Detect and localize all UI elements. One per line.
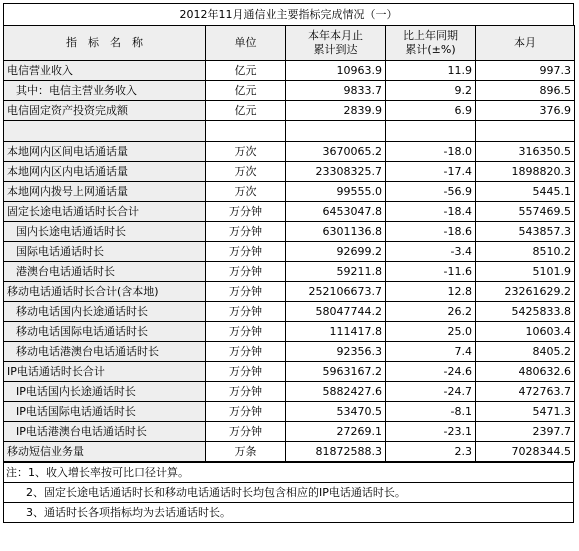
note-1: 注：1、收入增长率按可比口径计算。 bbox=[4, 463, 574, 483]
header-cumulative: 本年本月止 累计到达 bbox=[286, 26, 386, 61]
header-row bbox=[4, 26, 575, 61]
row-unit: 万分钟 bbox=[206, 302, 286, 322]
row-cumulative: 252106673.7 bbox=[286, 282, 386, 302]
row-yoy: -17.4 bbox=[386, 162, 476, 182]
row-unit: 万分钟 bbox=[206, 382, 286, 402]
row-indicator-name: 电信营业收入 bbox=[4, 61, 206, 81]
row-indicator-name: 本地网内拨号上网通话量 bbox=[4, 182, 206, 202]
row-unit: 万次 bbox=[206, 182, 286, 202]
table-row bbox=[4, 342, 575, 362]
row-yoy: -18.0 bbox=[386, 142, 476, 162]
row-cumulative: 92699.2 bbox=[286, 242, 386, 262]
empty-cell bbox=[286, 121, 386, 142]
row-cumulative: 92356.3 bbox=[286, 342, 386, 362]
row-unit: 亿元 bbox=[206, 101, 286, 121]
row-yoy: 2.3 bbox=[386, 442, 476, 462]
row-month: 5445.1 bbox=[476, 182, 575, 202]
row-cumulative: 9833.7 bbox=[286, 81, 386, 101]
row-unit: 万次 bbox=[206, 142, 286, 162]
row-unit: 万分钟 bbox=[206, 262, 286, 282]
row-unit: 万分钟 bbox=[206, 362, 286, 382]
row-cumulative: 10963.9 bbox=[286, 61, 386, 81]
row-month: 480632.6 bbox=[476, 362, 575, 382]
row-indicator-name: 移动电话国际电话通话时长 bbox=[4, 322, 206, 342]
row-unit: 万分钟 bbox=[206, 422, 286, 442]
row-yoy: -24.7 bbox=[386, 382, 476, 402]
row-yoy: 11.9 bbox=[386, 61, 476, 81]
row-month: 8405.2 bbox=[476, 342, 575, 362]
table-row bbox=[4, 262, 575, 282]
row-unit: 万分钟 bbox=[206, 202, 286, 222]
table-row bbox=[4, 302, 575, 322]
row-month: 5425833.8 bbox=[476, 302, 575, 322]
table-row bbox=[4, 242, 575, 262]
row-cumulative: 53470.5 bbox=[286, 402, 386, 422]
table-row bbox=[4, 402, 575, 422]
row-month: 1898820.3 bbox=[476, 162, 575, 182]
table-row bbox=[4, 182, 575, 202]
table-row bbox=[4, 322, 575, 342]
table-row bbox=[4, 362, 575, 382]
table-row bbox=[4, 422, 575, 442]
row-yoy: -24.6 bbox=[386, 362, 476, 382]
row-indicator-name: 移动电话港澳台电话通话时长 bbox=[4, 342, 206, 362]
row-indicator-name: IP电话港澳台电话通话时长 bbox=[4, 422, 206, 442]
row-indicator-name: 本地网内区间电话通话量 bbox=[4, 142, 206, 162]
row-indicator-name: 本地网内区内电话通话量 bbox=[4, 162, 206, 182]
row-cumulative: 111417.8 bbox=[286, 322, 386, 342]
table-row bbox=[4, 282, 575, 302]
header-month: 本月 bbox=[476, 26, 575, 61]
row-cumulative: 99555.0 bbox=[286, 182, 386, 202]
row-unit: 万分钟 bbox=[206, 402, 286, 422]
indicators-table bbox=[3, 25, 575, 462]
row-cumulative: 6301136.8 bbox=[286, 222, 386, 242]
table-row bbox=[4, 382, 575, 402]
table-row bbox=[4, 202, 575, 222]
table-row bbox=[4, 61, 575, 81]
table-row bbox=[4, 121, 575, 142]
row-yoy: -18.6 bbox=[386, 222, 476, 242]
table-row bbox=[4, 81, 575, 101]
row-month: 2397.7 bbox=[476, 422, 575, 442]
row-indicator-name: 国际电话通话时长 bbox=[4, 242, 206, 262]
row-yoy: 26.2 bbox=[386, 302, 476, 322]
row-cumulative: 81872588.3 bbox=[286, 442, 386, 462]
row-indicator-name: 移动电话国内长途通话时长 bbox=[4, 302, 206, 322]
row-yoy: -18.4 bbox=[386, 202, 476, 222]
row-month: 7028344.5 bbox=[476, 442, 575, 462]
row-indicator-name: 其中：电信主营业务收入 bbox=[4, 81, 206, 101]
row-yoy: 9.2 bbox=[386, 81, 476, 101]
row-indicator-name: 固定长途电话通话时长合计 bbox=[4, 202, 206, 222]
row-cumulative: 5963167.2 bbox=[286, 362, 386, 382]
row-month: 472763.7 bbox=[476, 382, 575, 402]
row-month: 10603.4 bbox=[476, 322, 575, 342]
row-yoy: -3.4 bbox=[386, 242, 476, 262]
row-cumulative: 3670065.2 bbox=[286, 142, 386, 162]
row-yoy: -8.1 bbox=[386, 402, 476, 422]
header-unit: 单位 bbox=[206, 26, 286, 61]
table-row bbox=[4, 442, 575, 462]
row-cumulative: 6453047.8 bbox=[286, 202, 386, 222]
report-table-container bbox=[3, 3, 574, 523]
table-body bbox=[4, 61, 575, 462]
row-indicator-name: 移动短信业务量 bbox=[4, 442, 206, 462]
notes-table bbox=[3, 462, 574, 523]
row-unit: 万分钟 bbox=[206, 222, 286, 242]
row-unit: 万分钟 bbox=[206, 342, 286, 362]
row-month: 557469.5 bbox=[476, 202, 575, 222]
row-unit: 万分钟 bbox=[206, 282, 286, 302]
row-cumulative: 23308325.7 bbox=[286, 162, 386, 182]
empty-cell bbox=[386, 121, 476, 142]
row-unit: 万条 bbox=[206, 442, 286, 462]
header-yoy: 比上年同期 累计(±%) bbox=[386, 26, 476, 61]
row-month: 316350.5 bbox=[476, 142, 575, 162]
row-unit: 万分钟 bbox=[206, 322, 286, 342]
row-unit: 亿元 bbox=[206, 61, 286, 81]
row-unit: 万次 bbox=[206, 162, 286, 182]
row-indicator-name: 港澳台电话通话时长 bbox=[4, 262, 206, 282]
row-month: 376.9 bbox=[476, 101, 575, 121]
row-cumulative: 59211.8 bbox=[286, 262, 386, 282]
row-cumulative: 27269.1 bbox=[286, 422, 386, 442]
row-indicator-name: 电信固定资产投资完成额 bbox=[4, 101, 206, 121]
row-month: 5101.9 bbox=[476, 262, 575, 282]
row-indicator-name: 移动电话通话时长合计(含本地) bbox=[4, 282, 206, 302]
note-2: 2、固定长途电话通话时长和移动电话通话时长均包含相应的IP电话通话时长。 bbox=[4, 483, 574, 503]
table-row bbox=[4, 162, 575, 182]
table-row bbox=[4, 222, 575, 242]
note-3: 3、通话时长各项指标均为去话通话时长。 bbox=[4, 503, 574, 523]
row-month: 23261629.2 bbox=[476, 282, 575, 302]
row-indicator-name: 国内长途电话通话时长 bbox=[4, 222, 206, 242]
row-yoy: 25.0 bbox=[386, 322, 476, 342]
row-yoy: 12.8 bbox=[386, 282, 476, 302]
row-unit: 亿元 bbox=[206, 81, 286, 101]
row-yoy: -56.9 bbox=[386, 182, 476, 202]
row-yoy: -23.1 bbox=[386, 422, 476, 442]
row-month: 5471.3 bbox=[476, 402, 575, 422]
row-cumulative: 58047744.2 bbox=[286, 302, 386, 322]
row-indicator-name: IP电话国内长途通话时长 bbox=[4, 382, 206, 402]
row-yoy: 6.9 bbox=[386, 101, 476, 121]
empty-cell bbox=[206, 121, 286, 142]
table-title: 2012年11月通信业主要指标完成情况（一） bbox=[3, 3, 574, 25]
row-yoy: -11.6 bbox=[386, 262, 476, 282]
row-indicator-name: IP电话通话时长合计 bbox=[4, 362, 206, 382]
row-cumulative: 2839.9 bbox=[286, 101, 386, 121]
row-month: 896.5 bbox=[476, 81, 575, 101]
row-unit: 万分钟 bbox=[206, 242, 286, 262]
row-month: 997.3 bbox=[476, 61, 575, 81]
row-indicator-name: IP电话国际电话通话时长 bbox=[4, 402, 206, 422]
row-month: 543857.3 bbox=[476, 222, 575, 242]
table-row bbox=[4, 101, 575, 121]
empty-cell bbox=[4, 121, 206, 142]
empty-cell bbox=[476, 121, 575, 142]
row-cumulative: 5882427.6 bbox=[286, 382, 386, 402]
header-name: 指 标 名 称 bbox=[4, 26, 206, 61]
row-yoy: 7.4 bbox=[386, 342, 476, 362]
row-month: 8510.2 bbox=[476, 242, 575, 262]
table-row bbox=[4, 142, 575, 162]
